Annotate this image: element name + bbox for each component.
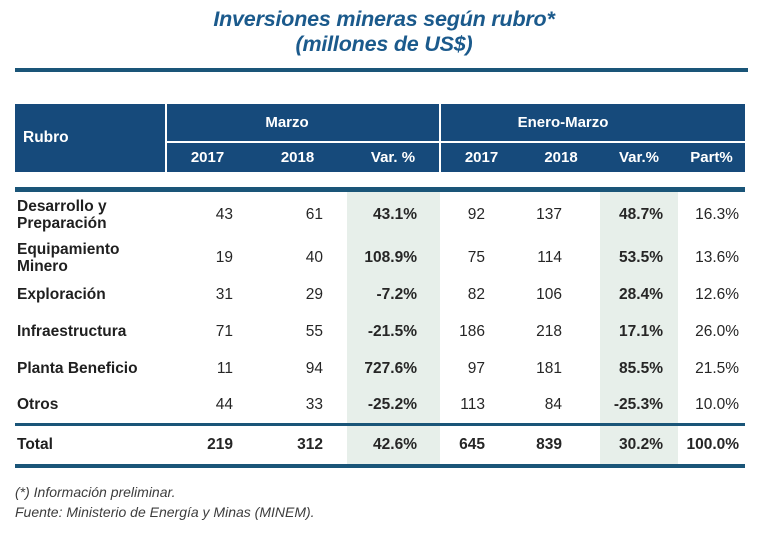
cell-enero-var: 28.4% — [600, 276, 678, 313]
cell-marzo-var: -25.2% — [347, 387, 440, 424]
row-label: Equipamiento Minero — [15, 239, 166, 276]
page-title-line2: (millones de US$) — [295, 32, 473, 56]
total-marzo-2017: 219 — [166, 424, 248, 466]
cell-enero-2018: 181 — [522, 350, 600, 387]
cell-marzo-var: -7.2% — [347, 276, 440, 313]
cell-part: 26.0% — [678, 313, 745, 350]
table-row — [15, 189, 745, 239]
cell-marzo-var: -21.5% — [347, 313, 440, 350]
footnote-source: Fuente: Ministerio de Energía y Minas (MINEM). — [15, 504, 315, 520]
cell-enero-var: 53.5% — [600, 239, 678, 276]
cell-marzo-2018: 61 — [248, 189, 347, 239]
cell-enero-var: 17.1% — [600, 313, 678, 350]
cell-marzo-2017: 31 — [166, 276, 248, 313]
total-marzo-var: 42.6% — [347, 424, 440, 466]
cell-enero-2017: 82 — [440, 276, 522, 313]
cell-marzo-2017: 19 — [166, 239, 248, 276]
cell-enero-var: 85.5% — [600, 350, 678, 387]
group-header-enero-marzo: Enero-Marzo — [440, 104, 745, 142]
cell-enero-2018: 114 — [522, 239, 600, 276]
header-group-row — [15, 104, 745, 142]
cell-marzo-2018: 55 — [248, 313, 347, 350]
row-label: Exploración — [15, 276, 166, 313]
column-header-enero-2017: 2017 — [440, 142, 522, 172]
cell-part: 12.6% — [678, 276, 745, 313]
cell-marzo-var: 108.9% — [347, 239, 440, 276]
cell-enero-2018: 106 — [522, 276, 600, 313]
investments-table — [15, 104, 745, 468]
column-header-marzo-2017: 2017 — [166, 142, 248, 172]
cell-marzo-2018: 40 — [248, 239, 347, 276]
cell-marzo-2017: 43 — [166, 189, 248, 239]
total-enero-2017: 645 — [440, 424, 522, 466]
table-row — [15, 239, 745, 276]
group-header-marzo: Marzo — [166, 104, 440, 142]
cell-marzo-2018: 29 — [248, 276, 347, 313]
table-row — [15, 350, 745, 387]
footnote-preliminary: (*) Información preliminar. — [15, 484, 176, 500]
cell-part: 16.3% — [678, 189, 745, 239]
page-title-line1: Inversiones mineras según rubro* — [213, 7, 555, 31]
cell-marzo-2017: 71 — [166, 313, 248, 350]
cell-enero-var: 48.7% — [600, 189, 678, 239]
column-header-rubro: Rubro — [15, 104, 166, 172]
cell-marzo-var: 43.1% — [347, 189, 440, 239]
table-header — [15, 104, 745, 189]
row-label: Desarrollo y Preparación — [15, 189, 166, 239]
total-enero-2018: 839 — [522, 424, 600, 466]
column-header-part: Part% — [678, 142, 745, 172]
title-divider — [15, 68, 748, 72]
title-block — [0, 0, 768, 57]
cell-marzo-var: 727.6% — [347, 350, 440, 387]
row-label: Otros — [15, 387, 166, 424]
cell-marzo-2018: 33 — [248, 387, 347, 424]
cell-enero-2017: 92 — [440, 189, 522, 239]
table-row — [15, 276, 745, 313]
cell-part: 10.0% — [678, 387, 745, 424]
cell-enero-var: -25.3% — [600, 387, 678, 424]
cell-marzo-2017: 44 — [166, 387, 248, 424]
cell-enero-2018: 84 — [522, 387, 600, 424]
table-row — [15, 313, 745, 350]
cell-part: 13.6% — [678, 239, 745, 276]
cell-enero-2017: 113 — [440, 387, 522, 424]
row-label: Planta Beneficio — [15, 350, 166, 387]
footnotes — [15, 482, 768, 522]
cell-marzo-2017: 11 — [166, 350, 248, 387]
total-enero-var: 30.2% — [600, 424, 678, 466]
row-label: Infraestructura — [15, 313, 166, 350]
table-row — [15, 387, 745, 424]
cell-enero-2017: 75 — [440, 239, 522, 276]
column-header-enero-2018: 2018 — [522, 142, 600, 172]
total-label: Total — [15, 424, 166, 466]
column-header-enero-var: Var.% — [600, 142, 678, 172]
column-header-marzo-2018: 2018 — [248, 142, 347, 172]
cell-enero-2017: 186 — [440, 313, 522, 350]
cell-marzo-2018: 94 — [248, 350, 347, 387]
total-part: 100.0% — [678, 424, 745, 466]
total-marzo-2018: 312 — [248, 424, 347, 466]
total-row — [15, 424, 745, 466]
cell-enero-2018: 218 — [522, 313, 600, 350]
column-header-marzo-var: Var. % — [347, 142, 440, 172]
cell-part: 21.5% — [678, 350, 745, 387]
cell-enero-2018: 137 — [522, 189, 600, 239]
table-body — [15, 189, 745, 466]
cell-enero-2017: 97 — [440, 350, 522, 387]
header-gap — [15, 172, 745, 189]
